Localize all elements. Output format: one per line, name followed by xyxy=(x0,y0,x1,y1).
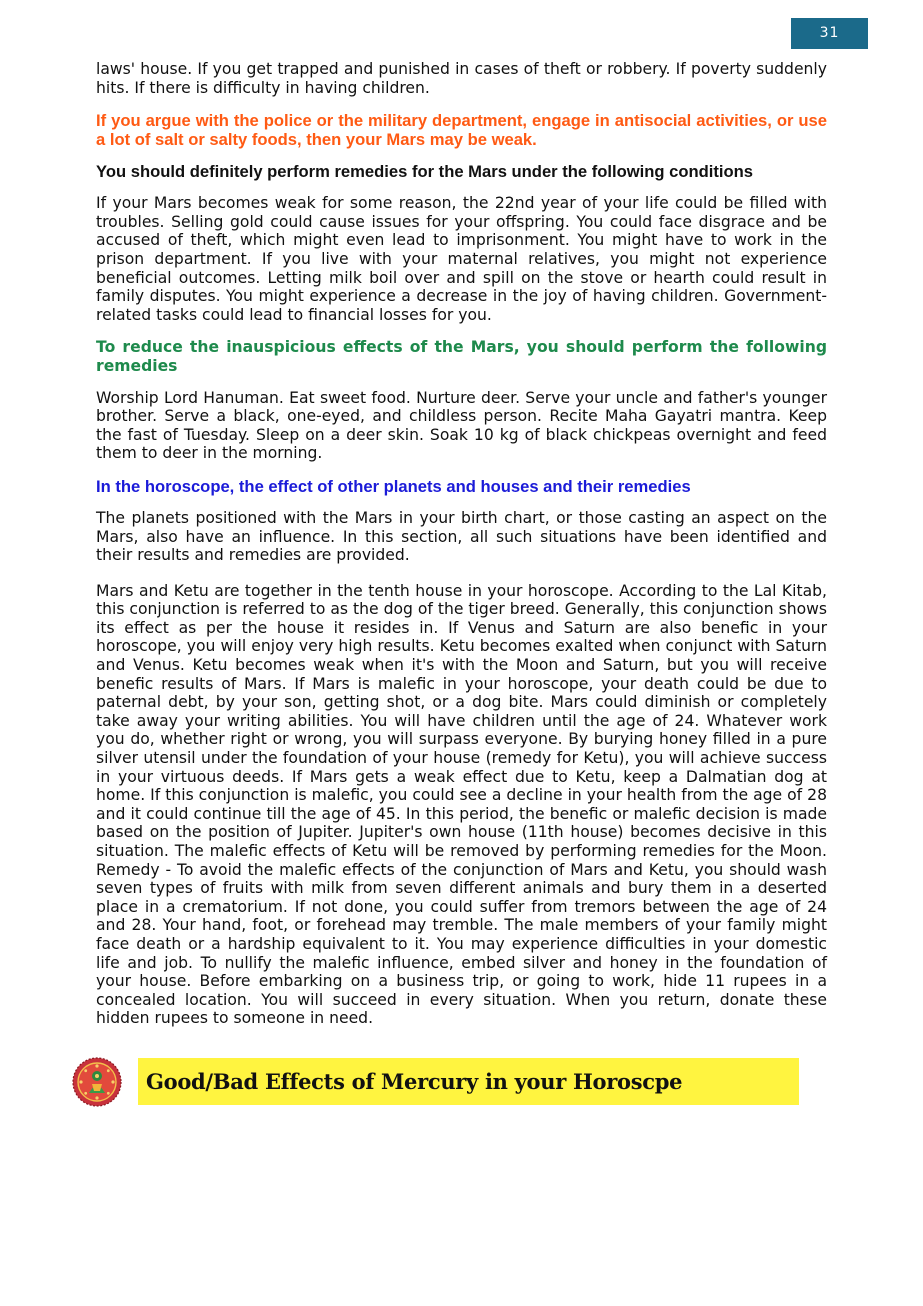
mercury-deity-emblem-icon xyxy=(72,1057,122,1107)
paragraph-other-planets: The planets positioned with the Mars in your birth chart, or those casting an aspect on the Mars, also have an influence. In this section, all such situations have been identified and their results and remedies are provided. xyxy=(96,508,827,565)
mars-weak-warning: If you argue with the police or the military department, engage in antisocial activities, or use a lot of salt or salty foods, then your Mars may be weak. xyxy=(96,111,827,150)
other-planets-heading: In the horoscope, the effect of other planets and houses and their remedies xyxy=(96,476,691,496)
remedies-heading: To reduce the inauspicious effects of the Mars, you should perform the following remedies xyxy=(96,338,827,375)
paragraph-mars-ketu: Mars and Ketu are together in the tenth house in your horoscope. According to the Lal Kitab, this conjunction is referred to as the dog of the tiger breed. Generally, this conjunction shows its effect as per the house it resides in. If Venus and Saturn are also benefic in your horoscope, you will enjoy very high results. Ketu becomes exalted when conjunct with Saturn and Venus. Ketu becomes weak when it's with the Moon and Saturn, but you will receive benefic results of Mars. If Mars is malefic in your horoscope, your death could be due to paternal debt, by your son, getting shot, or a dog bite. Mars could diminish or completely take away your writing abilities. You will have children until the age of 24. Whatever work you do, whether right or wrong, you will surpass everyone. By burying honey filled in a pure silver utensil under the foundation of your house (remedy for Ketu), you will achieve success in your virtuous deeds. If Mars gets a weak effect due to Ketu, keep a Dalmatian dog at home. If this conjunction is malefic, you could see a decline in your health from the age of 28 and it could continue till the age of 45. In this period, the benefic or malefic decision is made based on the position of Jupiter. Jupiter's own house (11th house) becomes decisive in this situation. The malefic effects of Ketu will be removed by performing remedies for the Moon. Remedy - To avoid the malefic effects of the conjunction of Mars and Ketu, you should wash seven types of fruits with milk from seven different animals and bury them in a deserted place in a crematorium. If not done, you could suffer from tremors between the age of 24 and 28. Your hand, foot, or forehead may tremble. The male members of your family might face death or a hardship equivalent to it. You may experience difficulties in your domestic life and job. To nullify the malefic influence, embed silver and honey in the foundation of your house. Before embarking on a business trip, or going to work, hide 11 rupees in a concealed location. You will succeed in every situation. When you return, donate these hidden rupees to someone in need. xyxy=(96,581,827,1028)
paragraph-remedies: Worship Lord Hanuman. Eat sweet food. Nurture deer. Serve your uncle and father's younger brother. Serve a black, one-eyed, and childless person. Recite Maha Gayatri mantra. Keep the fast of Tuesday. Sleep on a deer skin. Soak 10 kg of black chickpeas overnight and feed them to deer in the morning. xyxy=(96,388,827,463)
remedy-conditions-heading: You should definitely perform remedies for the Mars under the following conditions xyxy=(96,162,754,182)
page-number: 31 xyxy=(791,18,868,49)
paragraph-weak-mars: If your Mars becomes weak for some reason, the 22nd year of your life could be filled with troubles. Selling gold could cause issues for your offspring. You could face disgrace and be accused of theft, which might even lead to imprisonment. You might have to work in the prison department. If you live with your maternal relatives, you might not experience beneficial outcomes. Letting milk boil over and spill on the stove or hearth could result in family disputes. You might experience a decrease in the joy of having children. Government-related tasks could lead to financial losses for you. xyxy=(96,194,827,324)
section-title: Good/Bad Effects of Mercury in your Horoscpe xyxy=(146,1069,683,1094)
paragraph-continued: laws' house. If you get trapped and punished in cases of theft or robbery. If poverty suddenly hits. If there is difficulty in having children. xyxy=(96,60,827,97)
section-banner xyxy=(138,1058,799,1105)
page-content xyxy=(96,60,827,1028)
